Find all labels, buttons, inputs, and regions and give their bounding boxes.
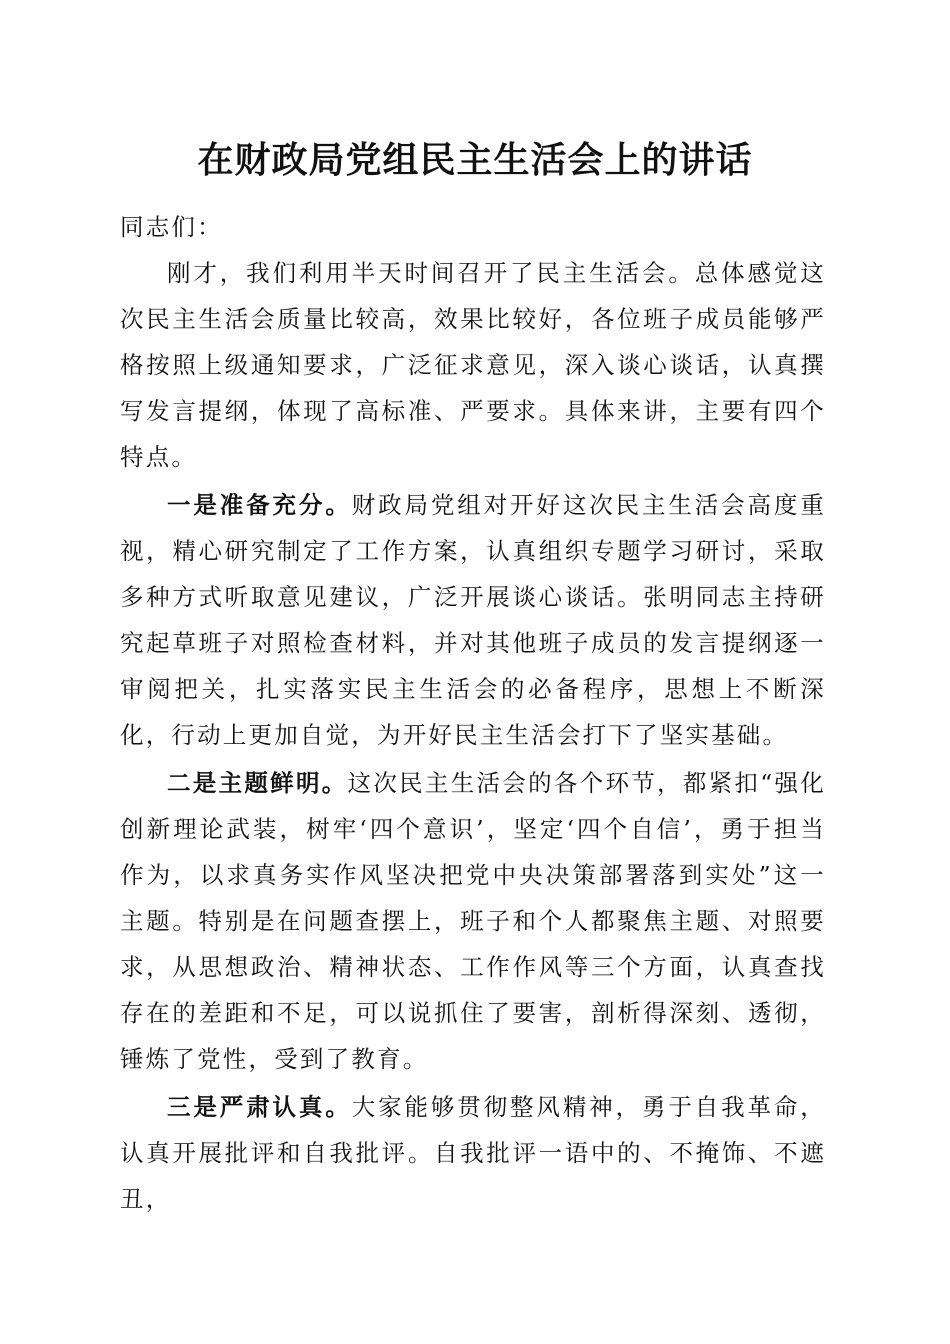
point-paragraph-1: [120, 482, 826, 758]
salutation: 同志们：: [120, 213, 223, 241]
point-lead-1: 一是准备充分。: [167, 491, 352, 519]
point-paragraph-2: [120, 760, 826, 1082]
point-text-3: 大家能够贯彻整风精神，勇于自我革命，认真开展批评和自我批评。自我批评一语中的、不掩饰、不遮丑，: [120, 1093, 826, 1213]
point-text-2: 这次民主生活会的各个环节，都紧扣“强化创新理论武装，树牢‘四个意识’，坚定‘四个自信’，勇于担当作为，以求真务实作风坚决把党中央决策部署落到实处”这一主题。特别是在问题查摆上，班子和个人都聚焦主题、对照要求，从思想政治、精神状态、工作作风等三个方面，认真查找存在的差距和不足，可以说抓住了要害，剖析得深刻、透彻，锤炼了党性，受到了教育。: [120, 769, 826, 1073]
point-lead-2: 二是主题鲜明。: [167, 769, 348, 797]
document-title: 在财政局党组民主生活会上的讲话: [197, 139, 753, 181]
intro-paragraph: 刚才，我们利用半天时间召开了民主生活会。总体感觉这次民主生活会质量比较高，效果比较好，各位班子成员能够严格按照上级通知要求，广泛征求意见，深入谈心谈话，认真撰写发言提纲，体现了高标准、严要求。具体来讲，主要有四个特点。: [120, 259, 826, 471]
point-text-1: 财政局党组对开好这次民主生活会高度重视，精心研究制定了工作方案，认真组织专题学习研讨，采取多种方式听取意见建议，广泛开展谈心谈话。张明同志主持研究起草班子对照检查材料，并对其他班子成员的发言提纲逐一审阅把关，扎实落实民主生活会的必备程序，思想上不断深化，行动上更加自觉，为开好民主生活会打下了坚实基础。: [120, 491, 826, 749]
point-lead-3: 三是严肃认真。: [167, 1093, 352, 1121]
document-body: [120, 204, 826, 1224]
point-paragraph-3: [120, 1084, 826, 1222]
